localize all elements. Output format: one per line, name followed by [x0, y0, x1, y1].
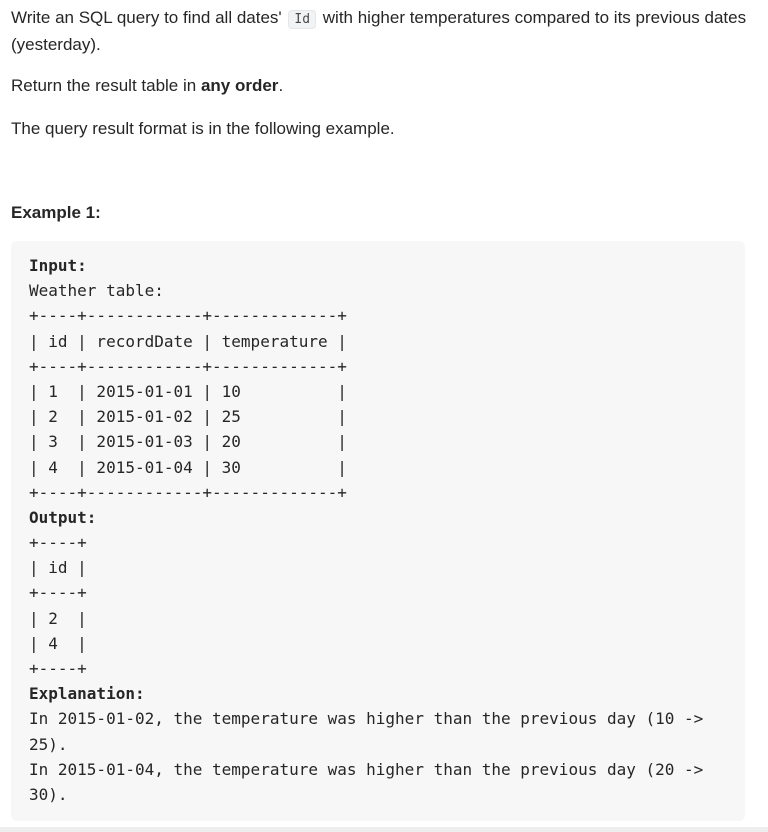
return-order-note: [11, 73, 751, 98]
input-label: Input:: [29, 256, 87, 275]
statement-text-after: with higher temperatures compared to its previous dates (yesterday).: [11, 8, 747, 54]
output-label: Output:: [29, 507, 97, 527]
example-code: [29, 253, 703, 807]
output-table-line: +----+: [29, 583, 87, 603]
return-text-after: .: [278, 76, 284, 95]
output-table-line: +----+: [29, 533, 87, 553]
input-table-line: | 4 | 2015-01-04 | 30 |: [29, 457, 347, 477]
explanation-label: Explanation:: [29, 684, 145, 704]
input-table-line: +----+------------+-------------+: [29, 356, 347, 376]
input-table-line: | id | recordDate | temperature |: [29, 331, 347, 351]
example-block: [11, 241, 745, 821]
input-table-line: | 3 | 2015-01-03 | 20 |: [29, 432, 347, 452]
result-format-note: The query result format is in the following example.: [11, 119, 395, 138]
problem-statement: [11, 5, 751, 57]
explanation-line: 30).: [29, 784, 68, 804]
output-table-line: | 2 |: [29, 608, 87, 628]
table-name: Weather table:: [29, 281, 164, 301]
id-inline-code: Id: [288, 10, 316, 29]
output-table-line: | id |: [29, 558, 87, 578]
statement-text-before: Write an SQL query to find all dates': [11, 8, 287, 27]
explanation-line: In 2015-01-04, the temperature was higher than the previous day (20 ->: [29, 759, 704, 779]
return-text-before: Return the result table in: [11, 76, 201, 95]
input-table-line: | 1 | 2015-01-01 | 10 |: [29, 381, 347, 401]
bottom-divider: [0, 827, 768, 832]
output-table-line: | 4 |: [29, 633, 87, 653]
input-table-line: | 2 | 2015-01-02 | 25 |: [29, 407, 347, 427]
input-table-line: +----+------------+-------------+: [29, 306, 347, 326]
input-table-line: +----+------------+-------------+: [29, 482, 347, 502]
output-table-line: +----+: [29, 659, 87, 678]
example-title: Example 1:: [11, 203, 101, 222]
explanation-line: 25).: [29, 734, 68, 754]
return-text-bold: any order: [200, 76, 279, 95]
explanation-line: In 2015-01-02, the temperature was higher than the previous day (10 ->: [29, 709, 704, 729]
